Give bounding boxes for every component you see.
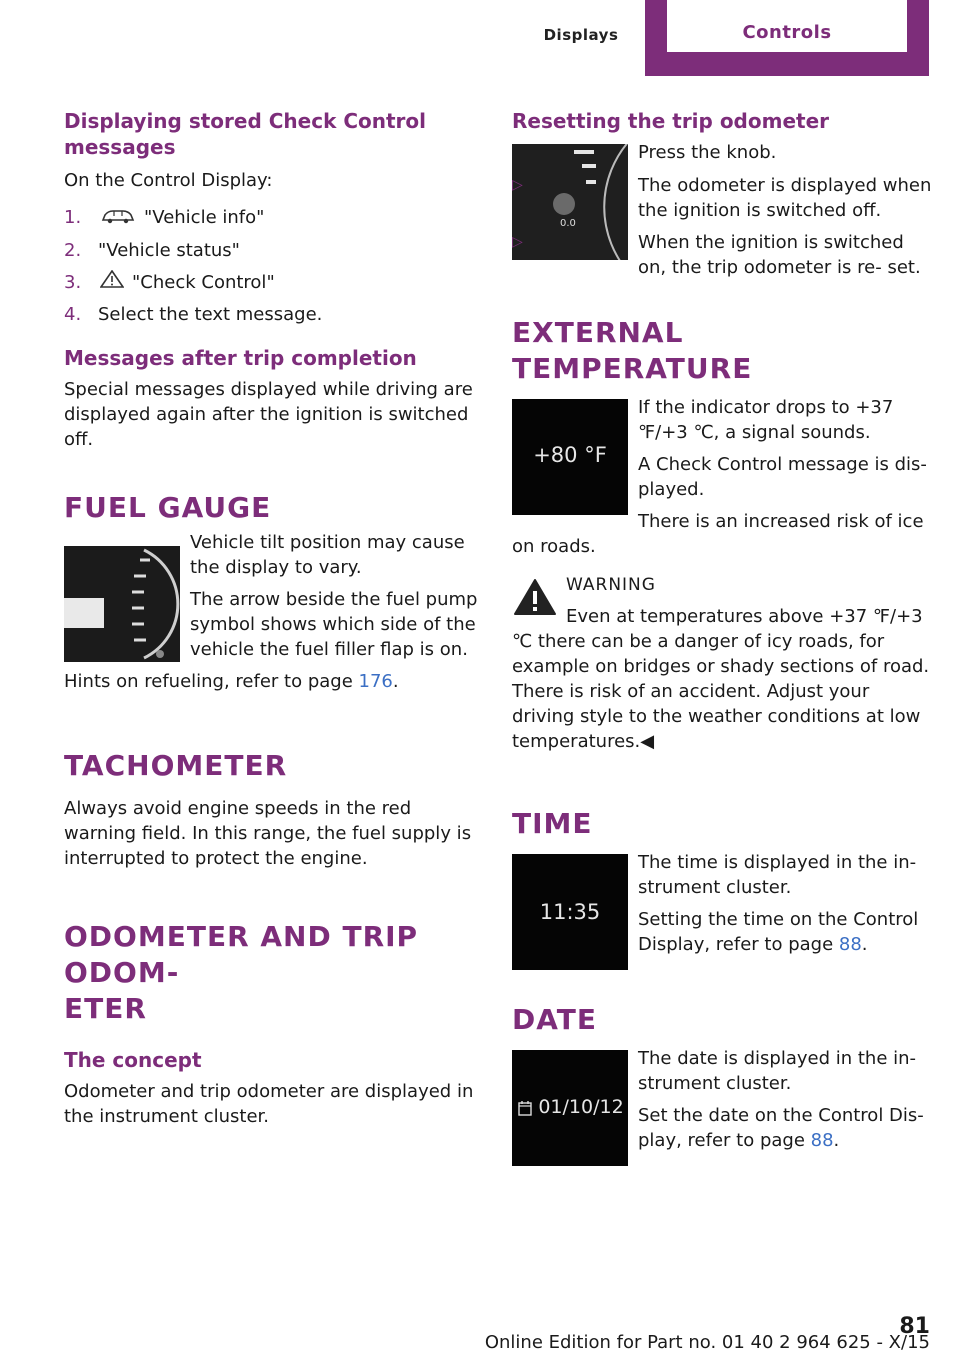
fuel-gauge-image	[64, 546, 180, 662]
odometer-heading	[64, 919, 484, 1027]
right-column	[512, 108, 932, 1172]
reset-intro: Press the knob.	[638, 142, 777, 163]
list-item	[512, 230, 932, 280]
fuel-hint-text: Hints on refueling, refer to page	[64, 671, 359, 692]
triangle-bullet-icon: ▷	[512, 234, 523, 250]
trip-odometer-lcd: 0.0	[560, 218, 576, 229]
concept-text: Odometer and trip odometer are displayed in the instrument cluster.	[64, 1081, 474, 1127]
ext-temp-text-3: There is an increased risk of ice on roads.	[512, 511, 924, 557]
list-item	[64, 205, 484, 231]
external-temperature-heading: EXTERNAL TEMPERATURE	[512, 316, 753, 385]
date-text-1: The date is displayed in the in‐ strument cluster.	[638, 1048, 917, 1094]
page-link-88[interactable]: 88	[810, 1130, 834, 1151]
list-item	[64, 302, 484, 327]
time-text-1: The time is displayed in the in‐ strument cluster.	[638, 852, 917, 898]
fuel-gauge-heading: FUEL GAUGE	[64, 491, 272, 524]
ext-temp-text-2: A Check Control message is dis‐ played.	[638, 454, 927, 500]
date-heading: DATE	[512, 1003, 597, 1036]
date-text-2-prefix: Set the date on the Control Dis‐ play, refer to page	[638, 1105, 924, 1151]
reset-trip-heading: Resetting the trip odometer	[512, 109, 830, 133]
time-lcd: 11:35	[539, 900, 601, 924]
time-text-2-suffix: .	[861, 934, 868, 955]
step-text: Select the text message.	[98, 304, 323, 325]
step-text: "Check Control"	[132, 271, 275, 293]
edition-footer: Online Edition for Part no. 01 40 2 964 625 - X/15	[484, 1332, 930, 1353]
tachometer-text: Always avoid engine speeds in the red warning field. In this range, the fuel supply is interrupted to protect the engine.	[64, 798, 472, 869]
list-item	[64, 238, 484, 263]
list-item	[64, 270, 484, 296]
car-icon	[100, 206, 136, 231]
step-number: 3.	[64, 271, 82, 293]
bullet-text: When the ignition is switched on, the trip odometer is re‐ set.	[638, 232, 921, 278]
concept-heading: The concept	[64, 1048, 202, 1072]
page-number: 81	[899, 1314, 930, 1339]
step-text: "Vehicle status"	[98, 239, 240, 261]
list-item	[512, 173, 932, 223]
ext-temp-text-1: If the indicator drops to +37 ℉/+3 ℃, a signal sounds.	[638, 397, 894, 443]
warning-title: WARNING	[566, 575, 656, 595]
odometer-heading-line2: ETER	[64, 992, 147, 1025]
odometer-heading-line1: ODOMETER AND TRIP ODOM‐	[64, 920, 419, 989]
external-temperature-image	[512, 399, 628, 515]
page-link-88[interactable]: 88	[838, 934, 862, 955]
time-display-image	[512, 854, 628, 970]
warning-text: Even at temperatures above +37 ℉/+3 ℃ there can be a danger of icy roads, for example on bridges or shady sections of road. There is risk of an accident. Adjust your driving style to the weather conditions at low temperatures.◀	[512, 606, 930, 752]
fuel-hint-suffix: .	[392, 671, 399, 692]
warning-icon	[512, 577, 558, 617]
time-text-2-prefix: Setting the time on the Control Display, refer to page	[638, 909, 919, 955]
date-display-image	[512, 1050, 628, 1166]
chapter-tab-label: Controls	[667, 0, 907, 52]
tachometer-heading: TACHOMETER	[64, 749, 288, 782]
trip-messages-heading: Messages after trip completion	[64, 346, 417, 370]
trip-messages-text: Special messages displayed while driving are displayed again after the ignition is switched off.	[64, 379, 473, 450]
fuel-hint	[64, 669, 484, 694]
date-text-2-suffix: .	[833, 1130, 840, 1151]
step-number: 4.	[64, 304, 82, 325]
fuel-gauge-text-1: Vehicle tilt position may cause the display to vary.	[190, 532, 465, 578]
section-tab-displays: Displays	[543, 26, 619, 44]
steps-list	[64, 205, 484, 327]
time-heading: TIME	[512, 807, 593, 840]
external-temperature-lcd: +80 °F	[533, 443, 607, 467]
bullet-text: The odometer is displayed when the ignition is switched off.	[638, 175, 932, 221]
step-number: 2.	[64, 239, 82, 261]
step-text: "Vehicle info"	[144, 207, 265, 228]
check-control-icon	[100, 270, 124, 295]
calendar-icon	[518, 1100, 532, 1120]
step-number: 1.	[64, 207, 82, 228]
left-column	[64, 108, 484, 1129]
fuel-gauge-text-2: The arrow beside the fuel pump symbol shows which side of the vehicle the fuel filler flap is on.	[190, 589, 478, 660]
stored-cc-intro: On the Control Display:	[64, 170, 273, 191]
date-lcd: 01/10/12	[538, 1096, 624, 1118]
chapter-tab	[645, 0, 929, 76]
stored-cc-heading: Displaying stored Check Control messages	[64, 109, 427, 159]
triangle-bullet-icon: ▷	[512, 177, 523, 193]
page-link-176[interactable]: 176	[358, 671, 393, 692]
warning-box	[512, 573, 932, 754]
